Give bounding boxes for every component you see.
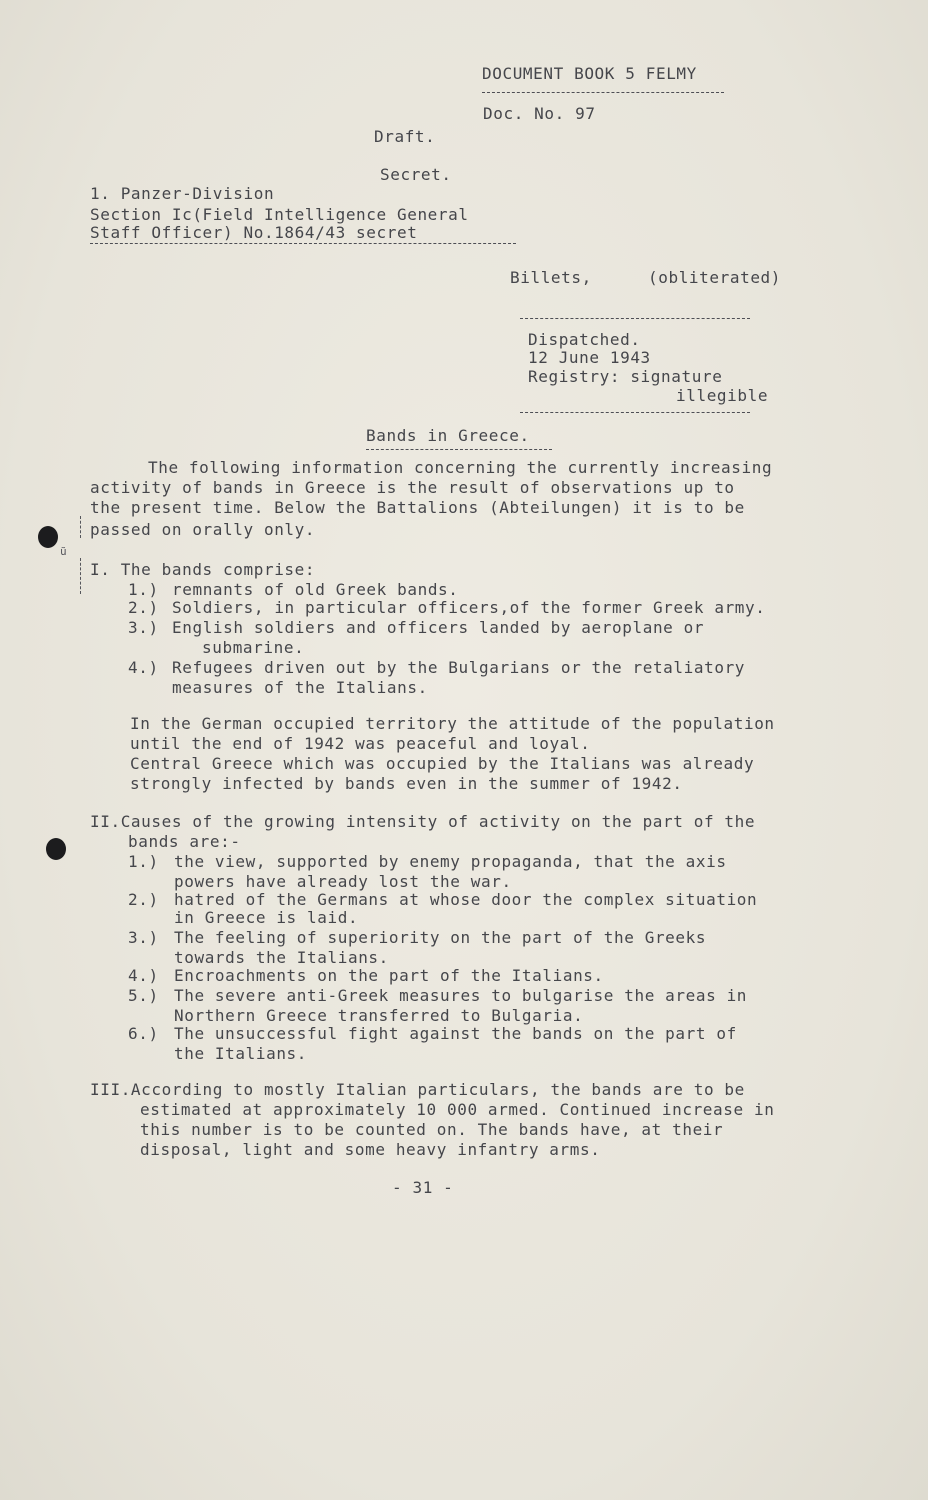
margin-note: ũ bbox=[60, 545, 67, 558]
section2-item1-text-cont: powers have already lost the war. bbox=[174, 872, 512, 891]
section3-line1: III.According to mostly Italian particulars, the bands are to be bbox=[90, 1080, 745, 1099]
section2-item5-num: 5.) bbox=[128, 986, 159, 1005]
sender-unit: 1. Panzer-Division bbox=[90, 184, 275, 203]
section2-item5-text-cont: Northern Greece transferred to Bulgaria. bbox=[174, 1006, 584, 1025]
section2-item4-num: 4.) bbox=[128, 966, 159, 985]
section2-item4-text: Encroachments on the part of the Italians. bbox=[174, 966, 604, 985]
intro-line1: The following information concerning the currently increasing bbox=[148, 458, 773, 477]
section1-item4-num: 4.) bbox=[128, 658, 159, 677]
stamp-line1: Dispatched. bbox=[528, 330, 641, 349]
section2-item1-text: the view, supported by enemy propaganda, that the axis bbox=[174, 852, 727, 871]
section1-item4-text-cont: measures of the Italians. bbox=[172, 678, 428, 697]
stamp-bottom-rule bbox=[520, 412, 750, 413]
intro-line3: the present time. Below the Battalions (Abteilungen) it is to be bbox=[90, 498, 745, 517]
section2-heading-line1: II.Causes of the growing intensity of activity on the part of the bbox=[90, 812, 756, 831]
section2-item6-text-cont: the Italians. bbox=[174, 1044, 308, 1063]
subject-title: Bands in Greece. bbox=[366, 426, 530, 445]
section3-line3: this number is to be counted on. The bands have, at their bbox=[140, 1120, 724, 1139]
header-rule bbox=[482, 92, 724, 93]
section2-item5-text: The severe anti-Greek measures to bulgarise the areas in bbox=[174, 986, 748, 1005]
location-date-note: (obliterated) bbox=[648, 268, 782, 287]
page-number: - 31 - bbox=[392, 1178, 454, 1197]
section1-item4-text: Refugees driven out by the Bulgarians or the retaliatory bbox=[172, 658, 746, 677]
section1-item1-text: remnants of old Greek bands. bbox=[172, 580, 459, 599]
section1-para-line4: strongly infected by bands even in the summer of 1942. bbox=[130, 774, 683, 793]
section1-item3-text-cont: submarine. bbox=[202, 638, 305, 657]
section1-item2-num: 2.) bbox=[128, 598, 159, 617]
section1-item1-num: 1.) bbox=[128, 580, 159, 599]
section1-heading: I. The bands comprise: bbox=[90, 560, 316, 579]
sender-section-line1: Section Ic(Field Intelligence General bbox=[90, 205, 469, 224]
section1-item2-text: Soldiers, in particular officers,of the former Greek army. bbox=[172, 598, 766, 617]
section3-line4: disposal, light and some heavy infantry arms. bbox=[140, 1140, 601, 1159]
sender-rule bbox=[90, 243, 516, 244]
section2-item3-text: The feeling of superiority on the part of the Greeks bbox=[174, 928, 707, 947]
draft-label: Draft. bbox=[374, 127, 436, 146]
intro-line2: activity of bands in Greece is the result of observations up to bbox=[90, 478, 735, 497]
stamp-top-rule bbox=[520, 318, 750, 319]
section2-item2-text: hatred of the Germans at whose door the complex situation bbox=[174, 890, 758, 909]
document-book-label: DOCUMENT BOOK 5 FELMY bbox=[482, 64, 697, 83]
section2-item3-num: 3.) bbox=[128, 928, 159, 947]
stamp-line2: 12 June 1943 bbox=[528, 348, 651, 367]
location-place: Billets, bbox=[510, 268, 592, 287]
sender-section-line2: Staff Officer) No.1864/43 secret bbox=[90, 223, 418, 242]
section3-line2: estimated at approximately 10 000 armed. Continued increase in bbox=[140, 1100, 775, 1119]
section1-para-line3: Central Greece which was occupied by the Italians was already bbox=[130, 754, 755, 773]
margin-tick-upper bbox=[80, 516, 81, 538]
section2-item2-text-cont: in Greece is laid. bbox=[174, 908, 359, 927]
section1-item3-num: 3.) bbox=[128, 618, 159, 637]
section1-para-line2: until the end of 1942 was peaceful and loyal. bbox=[130, 734, 591, 753]
section2-heading-line2: bands are:- bbox=[128, 832, 241, 851]
subject-rule bbox=[366, 449, 552, 450]
doc-number: Doc. No. 97 bbox=[483, 104, 596, 123]
section2-item6-text: The unsuccessful fight against the bands on the part of bbox=[174, 1024, 737, 1043]
intro-line4: passed on orally only. bbox=[90, 520, 316, 539]
margin-tick-lower bbox=[80, 558, 81, 594]
punch-hole-top bbox=[38, 526, 58, 548]
section2-item3-text-cont: towards the Italians. bbox=[174, 948, 389, 967]
classification-label: Secret. bbox=[380, 165, 452, 184]
section2-item2-num: 2.) bbox=[128, 890, 159, 909]
section2-item6-num: 6.) bbox=[128, 1024, 159, 1043]
section2-item1-num: 1.) bbox=[128, 852, 159, 871]
punch-hole-bottom bbox=[46, 838, 66, 860]
stamp-line3: Registry: signature bbox=[528, 367, 723, 386]
section1-para-line1: In the German occupied territory the attitude of the population bbox=[130, 714, 775, 733]
section1-item3-text: English soldiers and officers landed by aeroplane or bbox=[172, 618, 705, 637]
stamp-line4: illegible bbox=[676, 386, 769, 405]
